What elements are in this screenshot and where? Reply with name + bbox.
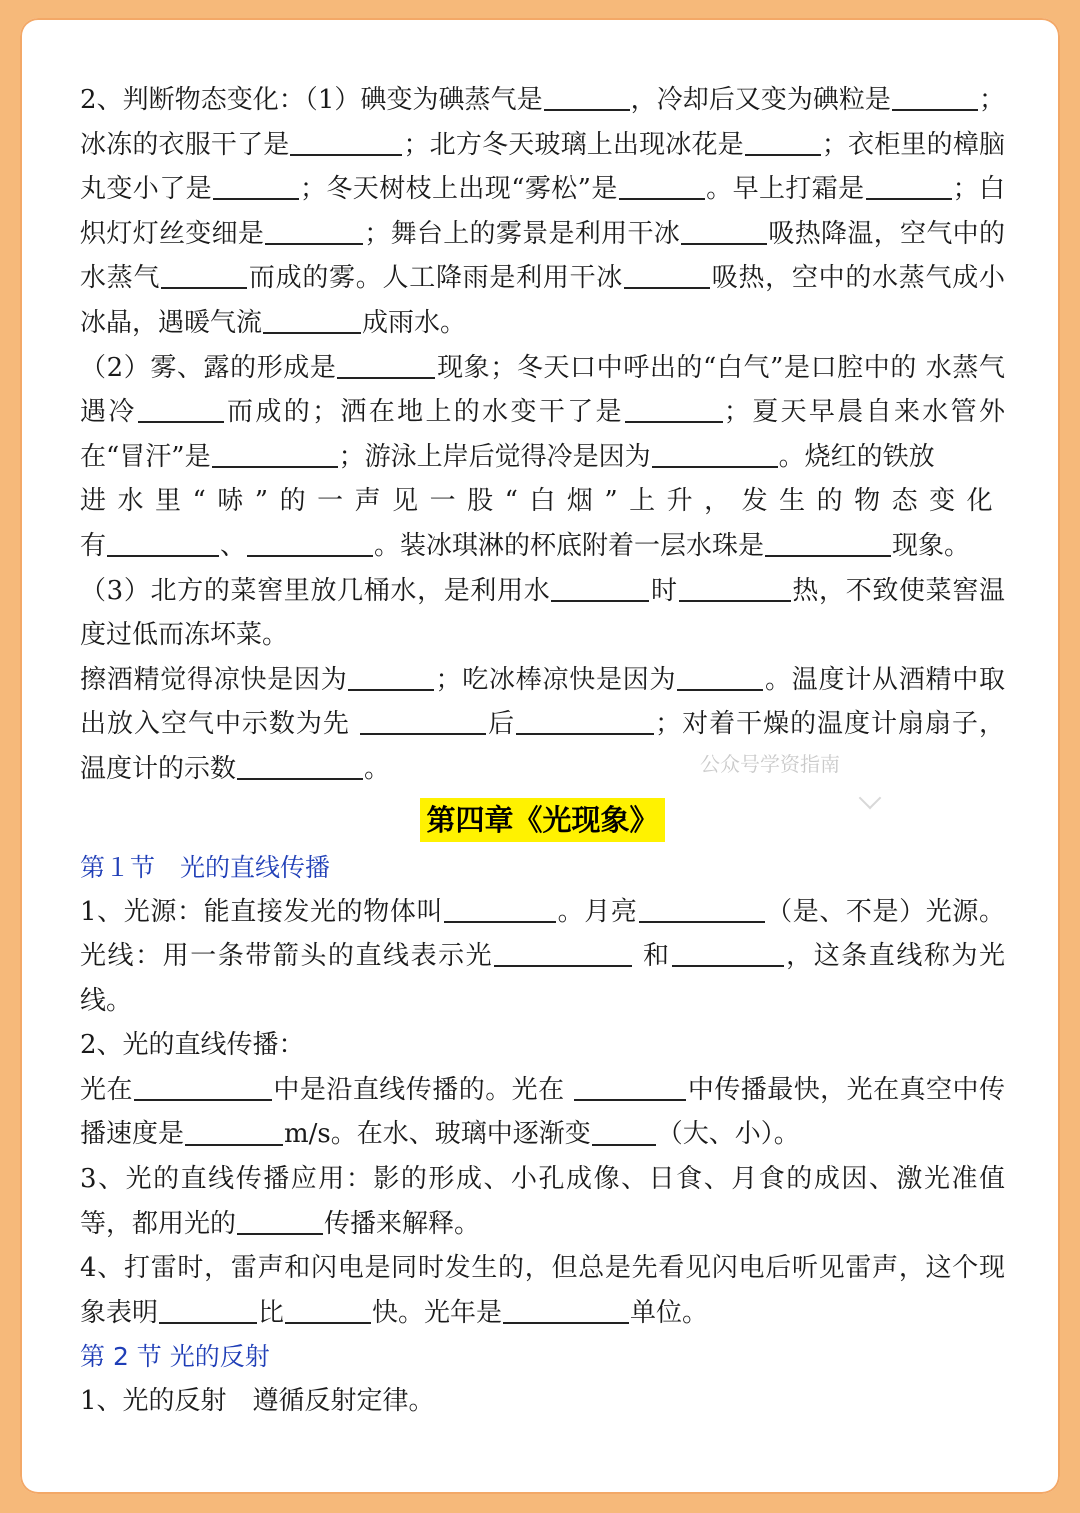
- text: （是、不是）光源。光线：用一条带箭头的直线表示光: [80, 896, 1005, 972]
- section-1-question-3: [80, 1157, 1005, 1246]
- text: 。温度计从酒精中取出放入空气中示数为先: [80, 664, 1005, 740]
- answer-blank[interactable]: [672, 939, 784, 967]
- text: 比: [258, 1297, 285, 1328]
- question-2-part-2: [80, 346, 1005, 569]
- text: ；衣柜里的樟脑丸变小了是: [80, 129, 1005, 205]
- answer-blank[interactable]: [574, 1073, 686, 1101]
- text: 现象。: [892, 530, 971, 561]
- text: 2、判断物态变化：（1）碘变为碘蒸气是: [80, 85, 543, 115]
- section-1-question-2-title: 2、光的直线传播：: [80, 1030, 305, 1061]
- text: 和: [633, 941, 671, 972]
- answer-blank[interactable]: [866, 172, 952, 200]
- text: 。装冰琪淋的杯底附着一层水珠是: [374, 530, 765, 561]
- text: 成雨水。: [362, 307, 467, 338]
- text: 中是沿直线传播的。光在: [272, 1074, 574, 1105]
- chapter-title: 第四章《光现象》: [420, 798, 664, 842]
- answer-blank[interactable]: [592, 1118, 656, 1146]
- text: 吸热，空中的水蒸气成小冰晶，遇暖气流: [80, 263, 1005, 338]
- text: 而成的；洒在地上的水变干了是: [224, 397, 624, 428]
- answer-blank[interactable]: [444, 895, 556, 923]
- text: 4、打雷时，雷声和闪电是同时发生的，但总是先看见闪电后听见雷声，这个现象表明: [80, 1253, 1005, 1328]
- answer-blank[interactable]: [348, 663, 434, 691]
- text: 有: [80, 530, 107, 561]
- text: ；对着干燥的温度计扇扇子，温度计的示数: [80, 709, 1005, 784]
- text: m/s。在水、玻璃中逐渐变: [284, 1119, 591, 1150]
- answer-blank[interactable]: [745, 128, 821, 156]
- text: ；夏天早晨自来水管外在“冒汗”是: [80, 397, 1005, 472]
- answer-blank[interactable]: [625, 395, 723, 423]
- section-1-question-1: [80, 890, 1005, 1024]
- answer-blank[interactable]: [247, 529, 373, 557]
- text: 。烧红的铁放: [778, 441, 935, 472]
- question-2-part-4: [80, 658, 1005, 792]
- answer-blank[interactable]: [263, 306, 361, 334]
- spaced-text-line: 进水里“哧”的一声见一股“白烟”上升，发生的物态变化: [80, 486, 1005, 517]
- text: ，冷却后又变为碘粒是: [630, 85, 891, 115]
- text: 1、光源：能直接发光的物体叫: [80, 896, 444, 927]
- text: （3）北方的菜窖里放几桶水，是利用水: [80, 575, 551, 606]
- answer-blank[interactable]: [892, 83, 978, 111]
- answer-blank[interactable]: [290, 128, 402, 156]
- text: ；冬天树枝上出现“雾松”是: [300, 174, 618, 205]
- text: （大、小）。: [656, 1119, 800, 1150]
- text: 热，不致使菜窖温度过低而冻坏菜。: [80, 575, 1005, 651]
- answer-blank[interactable]: [681, 217, 767, 245]
- section-1-question-4: [80, 1246, 1005, 1335]
- question-2-part-1: [80, 78, 1005, 346]
- text: 而成的雾。人工降雨是利用干冰: [248, 263, 624, 294]
- section-2-title: 第 2 节 光的反射: [80, 1342, 270, 1372]
- answer-blank[interactable]: [516, 707, 654, 735]
- answer-blank[interactable]: [765, 529, 891, 557]
- answer-blank[interactable]: [185, 1118, 283, 1146]
- answer-blank[interactable]: [652, 440, 778, 468]
- text: 单位。: [630, 1297, 709, 1328]
- answer-blank[interactable]: [237, 1207, 323, 1235]
- answer-blank[interactable]: [679, 574, 791, 602]
- text: ；冰冻的衣服干了是: [80, 85, 1005, 160]
- text: 中传播最快，光在真空中传播速度是: [80, 1074, 1005, 1150]
- text: 吸热降温，空气中的水蒸气: [80, 218, 1005, 294]
- answer-blank[interactable]: [494, 939, 632, 967]
- text: 光在: [80, 1074, 133, 1105]
- document-body: [80, 78, 1005, 1424]
- text: ；北方冬天玻璃上出现冰花是: [403, 129, 744, 160]
- answer-blank[interactable]: [213, 172, 299, 200]
- text: 快。光年是: [372, 1297, 503, 1328]
- answer-blank[interactable]: [337, 351, 435, 379]
- answer-blank[interactable]: [138, 395, 224, 423]
- answer-blank[interactable]: [212, 440, 338, 468]
- watermark-text: 公众号学资指南: [700, 752, 840, 776]
- answer-blank[interactable]: [624, 261, 710, 289]
- text: ，这条直线称为光线。: [80, 941, 1005, 1016]
- text: 。: [364, 753, 391, 784]
- answer-blank[interactable]: [619, 172, 705, 200]
- answer-blank[interactable]: [265, 217, 363, 245]
- answer-blank[interactable]: [285, 1296, 371, 1324]
- text: 时: [650, 575, 678, 606]
- answer-blank[interactable]: [237, 752, 363, 780]
- text: ；舞台上的雾景是利用干冰: [364, 218, 681, 249]
- text: ；吃冰棒凉快是因为: [435, 664, 677, 695]
- text: ；游泳上岸后觉得冷是因为: [338, 441, 651, 472]
- section-1-title: 第１节 光的直线传播: [80, 852, 331, 882]
- section-2-question-1: 1、光的反射 遵循反射定律。: [80, 1386, 435, 1417]
- section-1-question-2: [80, 1068, 1005, 1157]
- answer-blank[interactable]: [677, 663, 763, 691]
- text: 现象；冬天口中呼出的“白气”是口腔中的 水蒸气 遇冷: [80, 352, 1005, 428]
- text: ；白炽灯灯丝变细是: [80, 174, 1005, 249]
- text: （2）雾、露的形成是: [80, 352, 337, 383]
- answer-blank[interactable]: [161, 261, 247, 289]
- text: 3、光的直线传播应用：影的形成、小孔成像、日食、月食的成因、激光准值等，都用光的: [80, 1164, 1005, 1239]
- answer-blank[interactable]: [107, 529, 219, 557]
- question-2-part-3: [80, 569, 1005, 658]
- text: 传播来解释。: [324, 1208, 481, 1239]
- answer-blank[interactable]: [134, 1073, 272, 1101]
- answer-blank[interactable]: [544, 83, 630, 111]
- text: 擦酒精觉得凉快是因为: [80, 664, 348, 695]
- answer-blank[interactable]: [360, 707, 486, 735]
- answer-blank[interactable]: [551, 574, 649, 602]
- text: 后: [487, 709, 516, 740]
- text: 。月亮: [557, 896, 638, 927]
- answer-blank[interactable]: [639, 895, 765, 923]
- answer-blank[interactable]: [159, 1296, 257, 1324]
- text: 、: [220, 530, 247, 561]
- text: 。早上打霜是: [705, 174, 865, 205]
- answer-blank[interactable]: [503, 1296, 629, 1324]
